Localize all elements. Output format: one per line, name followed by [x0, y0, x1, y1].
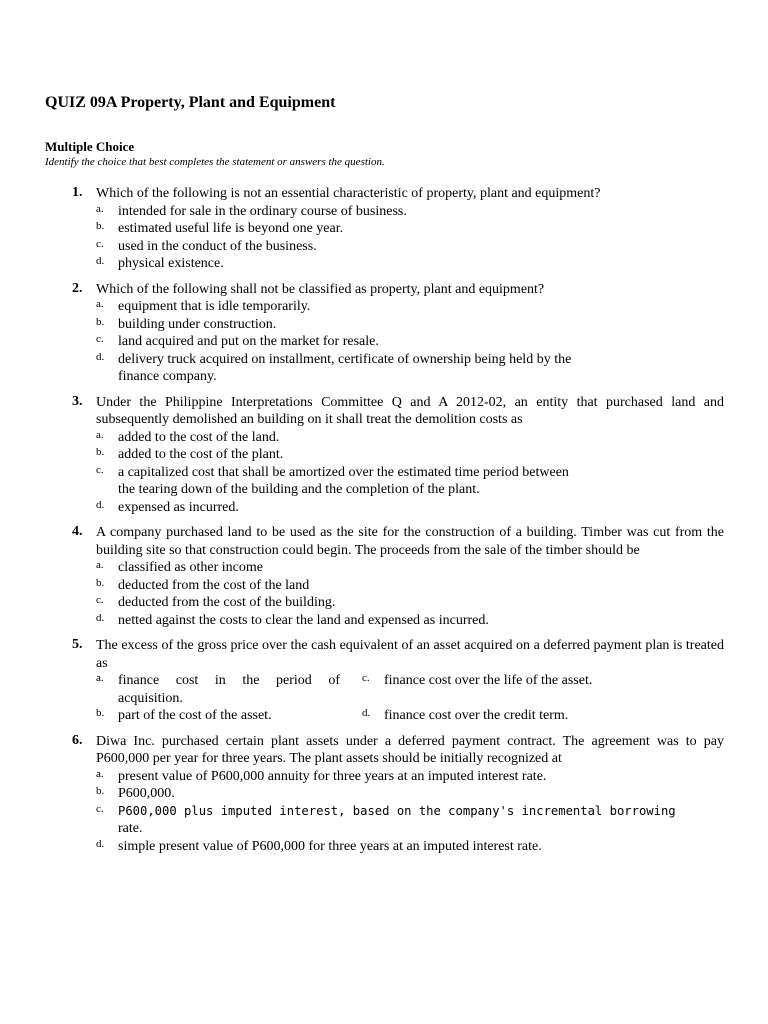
- question-number: 3.: [72, 393, 83, 409]
- choice-text-continued: rate.: [118, 821, 143, 836]
- question-6: [45, 733, 724, 856]
- choice-letter: b.: [96, 220, 105, 232]
- choice-letter: b.: [96, 785, 105, 797]
- choice-letter: d.: [96, 255, 105, 267]
- question-number: 1.: [72, 185, 83, 200]
- choice-letter: c.: [96, 594, 104, 606]
- choice-text: deducted from the cost of the land: [118, 577, 310, 593]
- choice-text: physical existence.: [118, 256, 224, 271]
- choice-letter: a.: [96, 559, 104, 571]
- choice-letter: d.: [96, 350, 105, 363]
- choice-b[interactable]: [96, 446, 724, 464]
- choice-c[interactable]: [96, 238, 724, 256]
- choice-text: deducted from the cost of the building.: [118, 595, 336, 610]
- choice-text: present value of P600,000 annuity for three years at an imputed interest rate.: [118, 768, 547, 784]
- choice-text: delivery truck acquired on installment, certificate of ownership being held by the finance company.: [118, 351, 572, 384]
- choice-letter: a.: [96, 202, 104, 215]
- choice-text: added to the cost of the plant.: [118, 447, 284, 462]
- choice-letter: b.: [96, 315, 105, 328]
- choice-letter: b.: [96, 576, 105, 589]
- choice-letter: b.: [96, 707, 105, 719]
- choice-letter: a.: [96, 672, 104, 684]
- choice-letter: d.: [362, 707, 371, 719]
- choice-text: part of the cost of the asset.: [118, 708, 272, 723]
- choice-c[interactable]: [96, 333, 724, 351]
- choice-b[interactable]: [96, 707, 362, 725]
- choice-letter: a.: [96, 428, 104, 441]
- question-stem: Which of the following shall not be classified as property, plant and equipment?: [96, 281, 545, 297]
- choice-c[interactable]: [96, 464, 724, 499]
- choice-text: used in the conduct of the business.: [118, 238, 317, 254]
- choice-letter: d.: [96, 498, 105, 511]
- choice-list: [96, 298, 724, 386]
- choice-a[interactable]: [96, 203, 724, 221]
- question-5: [45, 637, 724, 725]
- choice-text: finance cost over the credit term.: [384, 708, 569, 723]
- question-stem: Diwa Inc. purchased certain plant assets under a deferred payment contract. The agreement was to pay P600,000 per year for three years. The plant assets should be initially recognized at: [96, 733, 724, 766]
- choice-d[interactable]: [96, 612, 724, 630]
- choice-text: finance cost over the life of the asset.: [384, 673, 593, 688]
- choice-a[interactable]: [96, 559, 724, 577]
- choice-letter: c.: [96, 237, 104, 250]
- question-1: [45, 185, 724, 273]
- choice-letter: a.: [96, 767, 104, 780]
- question-number: 4.: [72, 524, 83, 539]
- choice-text: land acquired and put on the market for resale.: [118, 334, 379, 349]
- question-4: [45, 524, 724, 629]
- question-stem: Under the Philippine Interpretations Committee Q and A 2012-02, an entity that purchased land and subsequently demolished an building on it shall treat the demolition costs as: [96, 394, 724, 427]
- question-stem: The excess of the gross price over the cash equivalent of an asset acquired on a deferred payment plan is treated as: [96, 638, 724, 671]
- choice-letter: d.: [96, 611, 105, 624]
- choice-c[interactable]: [362, 672, 628, 707]
- choice-d[interactable]: [96, 838, 724, 856]
- choice-list: [96, 559, 724, 629]
- choice-letter: c.: [96, 802, 104, 815]
- quiz-title: QUIZ 09A Property, Plant and Equipment: [45, 94, 336, 111]
- choice-c[interactable]: [96, 803, 724, 838]
- choice-c[interactable]: [96, 594, 724, 612]
- question-3: [45, 394, 724, 517]
- choice-list: [96, 672, 724, 725]
- question-2: [45, 281, 724, 386]
- choice-a[interactable]: [96, 298, 724, 316]
- choice-text: simple present value of P600,000 for three years at an imputed interest rate.: [118, 838, 542, 854]
- choice-letter: c.: [362, 672, 370, 684]
- choice-text: building under construction.: [118, 316, 277, 332]
- question-number: 6.: [72, 732, 83, 748]
- choice-letter: a.: [96, 298, 104, 310]
- question-number: 5.: [72, 637, 83, 652]
- choice-list: [96, 768, 724, 856]
- choice-letter: d.: [96, 837, 105, 850]
- choice-d[interactable]: [96, 255, 724, 273]
- section-instructions: Identify the choice that best completes the statement or answers the question.: [45, 156, 385, 168]
- choice-b[interactable]: [96, 316, 724, 334]
- choice-letter: c.: [96, 333, 104, 345]
- choice-text: finance cost in the period of acquisition.: [118, 673, 340, 706]
- choice-letter: c.: [96, 463, 104, 476]
- choice-text: netted against the costs to clear the land and expensed as incurred.: [118, 612, 489, 628]
- choice-text: P600,000.: [118, 786, 175, 801]
- choice-d[interactable]: [362, 707, 628, 725]
- choice-text: estimated useful life is beyond one year.: [118, 221, 344, 236]
- choice-letter: b.: [96, 446, 105, 458]
- choice-text: equipment that is idle temporarily.: [118, 299, 311, 314]
- question-stem: A company purchased land to be used as the site for the construction of a building. Timber was cut from the building site so that construction could begin. The proceeds from the sale of the timber should be: [96, 525, 724, 558]
- choice-d[interactable]: [96, 351, 724, 386]
- choice-text: expensed as incurred.: [118, 499, 239, 515]
- choice-text: classified as other income: [118, 560, 264, 575]
- choice-text: intended for sale in the ordinary course of business.: [118, 203, 407, 219]
- choice-list: [96, 429, 724, 517]
- choice-a[interactable]: [96, 672, 362, 707]
- choice-list: [96, 203, 724, 273]
- question-number: 2.: [72, 280, 83, 296]
- choice-b[interactable]: [96, 220, 724, 238]
- section-heading: Multiple Choice: [45, 139, 135, 154]
- choice-b[interactable]: [96, 785, 724, 803]
- choice-b[interactable]: [96, 577, 724, 595]
- choice-text: P600,000 plus imputed interest, based on the company's incremental borrowing: [118, 803, 676, 818]
- choice-a[interactable]: [96, 768, 724, 786]
- question-stem: Which of the following is not an essential characteristic of property, plant and equipment?: [96, 186, 601, 201]
- choice-text: added to the cost of the land.: [118, 429, 280, 445]
- choice-d[interactable]: [96, 499, 724, 517]
- choice-a[interactable]: [96, 429, 724, 447]
- choice-text: a capitalized cost that shall be amortized over the estimated time period between the tearing down of the building and the completion of the plant.: [118, 464, 569, 497]
